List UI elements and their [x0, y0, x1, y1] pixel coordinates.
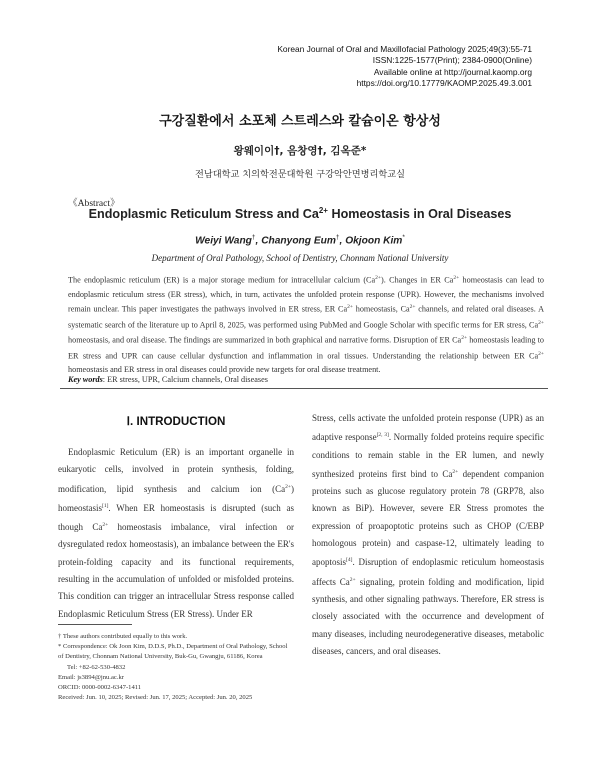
footnote-email: Email: js3894@jnu.ac.kr	[58, 673, 124, 681]
footnote-divider	[58, 624, 132, 625]
author-1: Weiyi Wang	[195, 235, 252, 247]
abstract-seg: channels, and related oral diseases. A systematic search of the literature up to April 8, 2025, was performed using PubMed and Google Scholar with specific terms for ER stress, Ca	[68, 305, 544, 330]
abstract-seg: homeostasis leading to ER stress and UPR can cause cellular dysfunction and inflammation in oral tissues. Understanding the relationship between ER Ca	[68, 336, 544, 361]
journal-citation: Korean Journal of Oral and Maxillofacial Pathology 2025;49(3):55-71	[277, 44, 532, 54]
right-column	[312, 410, 544, 660]
english-authors: Weiyi Wang†, Chanyong Eum†, Okjoon Kim*	[195, 234, 405, 247]
journal-doi: https://doi.org/10.17779/KAOMP.2025.49.3.001	[356, 78, 532, 89]
journal-header	[172, 44, 532, 90]
footnote-tel: Tel: +82-62-530-4832	[67, 663, 126, 671]
abstract-sup: 2+	[538, 319, 544, 326]
abstract-sup: 2+	[375, 275, 381, 281]
footnote-correspondence: * Correspondence: Ok Joon Kim, D.D.S, Ph.D., Department of Oral Pathology, School of Dentistry, Chonnam National University, Buk-Gu, Gwangju, 61186, Korea	[58, 643, 288, 661]
footnotes	[58, 632, 294, 703]
abstract-seg: homeostasis and ER stress in oral diseases could provide new targets for oral disease treatment.	[68, 365, 381, 375]
text-sup: 2+	[452, 468, 459, 475]
korean-affiliation: 전남대학교 치의학전문대학원 구강악안면병리학교실	[195, 169, 405, 180]
journal-issn: ISSN:1225-1577(Print); 2384-0900(Online)	[372, 55, 532, 66]
author-2-mark: †	[335, 234, 340, 241]
english-title-end: Homeostasis in Oral Diseases	[327, 207, 512, 222]
abstract-text	[68, 272, 544, 377]
keywords-values: : ER stress, UPR, Calcium channels, Oral diseases	[102, 375, 268, 384]
journal-online: Available online at http://journal.kaomp.org	[373, 66, 532, 77]
citation-ref: [4]	[346, 557, 353, 564]
citation-ref: [2, 3]	[376, 432, 389, 439]
text-seg: ) homeostasis	[58, 483, 294, 513]
english-department: Department of Oral Pathology, School of Dentistry, Chonnam National University	[151, 253, 449, 263]
section-heading-introduction: Ⅰ. INTRODUCTION	[126, 415, 226, 428]
text-seg: dependent companion proteins such as glucose regulatory protein 78 (GRP78, also known as BiP). However, severe ER Stress promotes the expression of proapoptotic proteins such as CHOP (C/EBP homologous protein) and caspase-12, ultimately leading to apoptosis	[312, 468, 544, 568]
footnote-orcid: ORCID: 0000-0002-6347-1411	[58, 684, 142, 692]
abstract-seg: ). Changes in ER Ca	[381, 275, 454, 285]
text-seg: . When ER homeostasis is disrupted (such as though Ca	[58, 502, 294, 533]
divider	[60, 388, 548, 389]
text-sup: 2+	[349, 576, 356, 583]
abstract-seg: homeostasis can lead to endoplasmic reticulum stress (ER stress), which, in turn, activates the unfolded protein response (UPR). However, the mechanisms involved remain unclear. This paper investigates the pathways involved in ER stress, ER Ca	[68, 275, 544, 315]
text-sup: 2+	[102, 522, 109, 529]
keywords-label: Key words	[68, 375, 103, 384]
abstract-sup: 2+	[347, 304, 353, 311]
text-seg: . Disruption of endoplasmic reticulum homeostasis affects Ca	[312, 557, 544, 587]
author-2: Chanyong Eum	[261, 235, 336, 247]
abstract-sup: 2+	[409, 304, 416, 311]
author-3-mark: *	[402, 234, 405, 241]
abstract-sup: 2+	[453, 275, 460, 281]
text-seg: homeostasis imbalance, viral infection or dysregulated redox homeostasis), an imbalance between the ER's protein-folding capacity and its functional requirements, resulting in the accumulation of unfolded or misfolded proteins. This condition can trigger an intracellular Stress response called Endoplasmic Reticulum Stress (ER Stress). Under ER	[58, 522, 294, 619]
abstract-seg: homeostasis, and oral disease. The findings are summarized in both graphical and narrative forms. Disruption of ER Ca	[68, 336, 462, 346]
intro-paragraph-1	[58, 444, 294, 623]
intro-paragraph-continued	[312, 410, 544, 660]
text-seg: . Normally folded proteins require specific conditions to remain stable in the ER lumen, and newly synthesized proteins first bind to Ca	[312, 432, 544, 479]
left-column	[58, 410, 294, 623]
abstract-seg: homeostasis, Ca	[352, 305, 410, 315]
abstract-sup: 2+	[461, 335, 468, 342]
author-3: Okjoon Kim	[345, 235, 403, 247]
abstract-seg: The endoplasmic reticulum (ER) is a major storage medium for intracellular calcium (Ca	[68, 275, 376, 285]
text-sup: 2+	[285, 483, 291, 490]
korean-authors: 왕웨이이†, 음창영†, 김옥준*	[233, 145, 367, 157]
footnote-equal-contribution: † These authors contributed equally to this work.	[58, 633, 188, 640]
abstract-tag: 《Abstract》	[68, 198, 120, 209]
text-seg: signaling, protein folding and modification, lipid synthesis, and other signaling pathways. Therefore, ER stress is closely associated with the occurrence and development of many diseases, including neurodegenerative diseases, metabolic diseases, cancers, and oral diseases.	[312, 576, 544, 656]
keywords	[68, 375, 544, 384]
footnote-dates: Received: Jun. 10, 2025; Revised: Jun. 17, 2025; Accepted: Jun. 20, 2025	[58, 694, 253, 702]
text-seg: Endoplasmic Reticulum (ER) is an important organelle in eukaryotic cells, involved in protein synthesis, folding, modification, lipid synthesis and calcium ion (Ca	[58, 447, 294, 494]
author-1-mark: †	[251, 234, 256, 241]
english-title-sup: 2+	[318, 206, 328, 215]
english-title	[0, 206, 600, 221]
korean-title: 구강질환에서 소포체 스트레스와 칼슘이온 항상성	[159, 114, 441, 129]
citation-ref: [1]	[102, 502, 109, 509]
english-title-main: Endoplasmic Reticulum Stress and Ca	[88, 207, 319, 222]
text-seg: Stress, cells activate the unfolded protein response (UPR) as an adaptive response	[312, 413, 544, 443]
abstract-sup: 2+	[538, 350, 544, 357]
